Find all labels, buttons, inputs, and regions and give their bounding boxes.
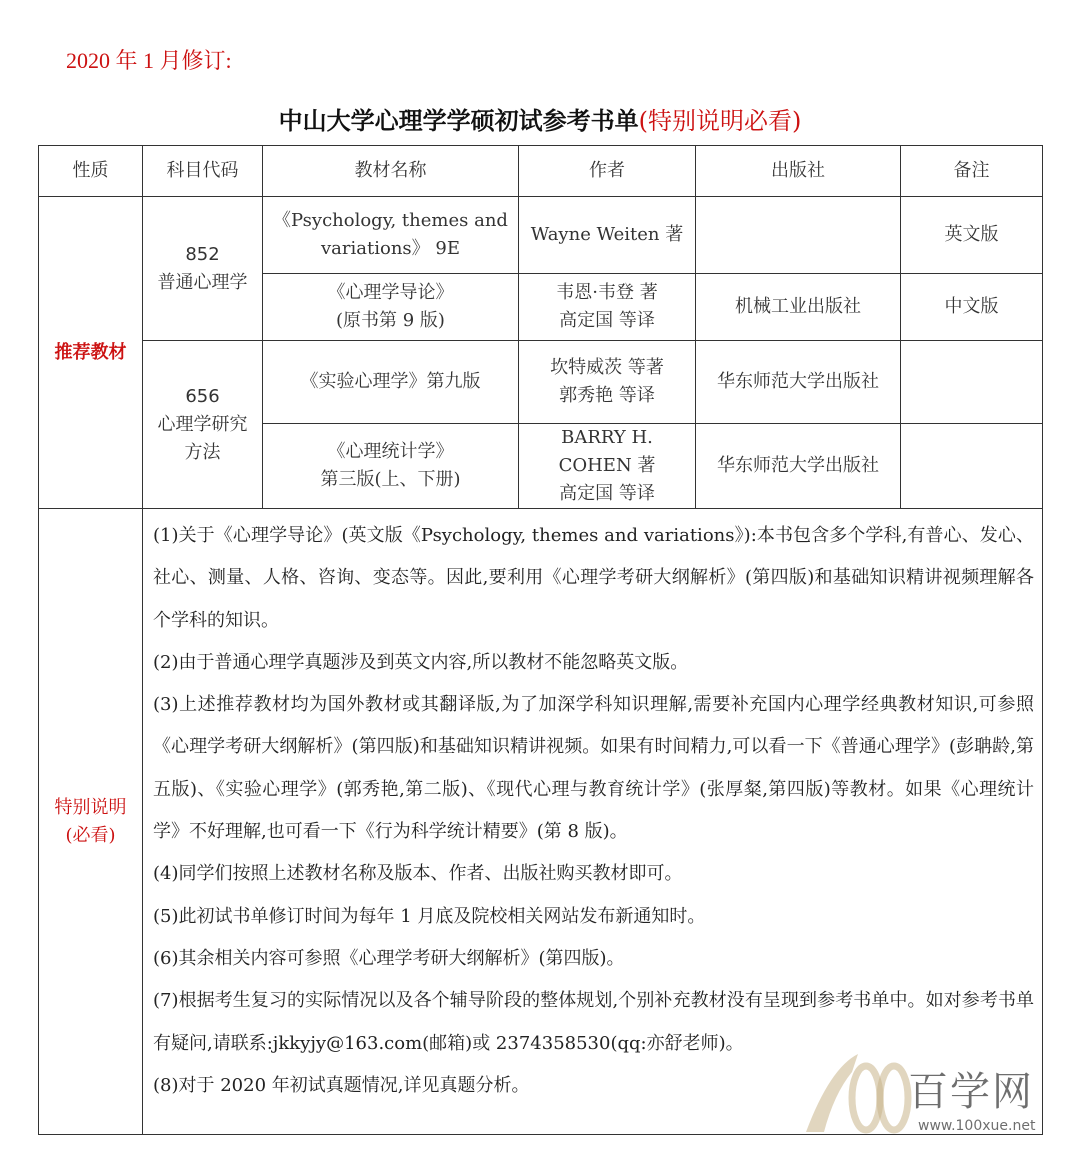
table-row [39, 509, 1043, 1135]
subject-name: 普通心理学 [157, 271, 248, 293]
table-row [39, 197, 1043, 274]
note-item: (8)对于 2020 年初试真题情况,详见真题分析。 [153, 1074, 530, 1096]
subject-code: 656 [185, 385, 220, 407]
book-remark: 英文版 [901, 197, 1043, 274]
note-item: (5)此初试书单修订时间为每年 1 月底及院校相关网站发布新通知时。 [153, 905, 706, 927]
subject-name: 心理学研究 [157, 413, 248, 435]
book-remark: 中文版 [901, 274, 1043, 341]
book-author: BARRY H. COHEN 著 高定国 等译 [519, 424, 696, 509]
note-item: (1)关于《心理学导论》(英文版《Psychology, themes and variations》):本书包含多个学科,有普心、发心、社心、测量、人格、咨询、变态等。因此,要利用《心理学考研大纲解析》(第四版)和基础知识精讲视频理解各个学科的知识。 [153, 525, 1034, 631]
notes-cell [143, 509, 1043, 1135]
column-header: 作者 [519, 146, 696, 197]
book-publisher: 华东师范大学出版社 [696, 424, 901, 509]
note-item: (7)根据考生复习的实际情况以及各个辅导阶段的整体规划,个别补充教材没有呈现到参考书单中。如对参考书单有疑问,请联系:jkkyjy@163.com(邮箱)或 2374358530(qq:亦舒老师)。 [153, 990, 1034, 1054]
book-list-table [38, 145, 1043, 1135]
note-item: (4)同学们按照上述教材名称及版本、作者、出版社购买教材即可。 [153, 863, 683, 885]
column-header: 备注 [901, 146, 1043, 197]
book-publisher [696, 197, 901, 274]
subject-code: 852 [185, 243, 220, 265]
book-title: 《心理学导论》 (原书第 9 版) [263, 274, 519, 341]
title-main: 中山大学心理学学硕初试参考书单 [278, 107, 639, 135]
book-author: Wayne Weiten 著 [519, 197, 696, 274]
column-header: 出版社 [696, 146, 901, 197]
book-title: 《实验心理学》第九版 [263, 341, 519, 424]
note-item: (3)上述推荐教材均为国外教材或其翻译版,为了加深学科知识理解,需要补充国内心理学经典教材知识,可参照《心理学考研大纲解析》(第四版)和基础知识精讲视频。如果有时间精力,可以看一下《普通心理学》(彭聃龄,第五版)、《实验心理学》(郭秀艳,第二版)、《现代心理与教育统计学》(张厚粲,第四版)等教材。如果《心理统计学》不好理解,也可看一下《行为科学统计精要》(第 8 版)。 [153, 694, 1034, 843]
watermark-url: www.100xue.net [918, 1118, 1036, 1134]
book-publisher: 华东师范大学出版社 [696, 341, 901, 424]
notes-label: 特别说明 (必看) [39, 509, 143, 1135]
subject-cell [143, 197, 263, 341]
table-header-row [39, 146, 1043, 197]
subject-cell [143, 341, 263, 509]
book-title: 《心理统计学》 第三版(上、下册) [263, 424, 519, 509]
subject-name: 方法 [184, 441, 221, 463]
book-title: 《Psychology, themes and variations》 9E [263, 197, 519, 274]
table-row [39, 341, 1043, 424]
recommended-label: 推荐教材 [39, 197, 143, 509]
column-header: 性质 [39, 146, 143, 197]
revision-note: 2020 年 1 月修订: [66, 48, 232, 73]
page-title [0, 101, 1080, 136]
watermark-text: 百学网 [908, 1069, 1034, 1115]
column-header: 科目代码 [143, 146, 263, 197]
book-author: 坎特威茨 等著 郭秀艳 等译 [519, 341, 696, 424]
title-note: (特别说明必看) [638, 107, 802, 135]
book-publisher: 机械工业出版社 [696, 274, 901, 341]
book-author: 韦恩·韦登 著 高定国 等译 [519, 274, 696, 341]
column-header: 教材名称 [263, 146, 519, 197]
book-remark [901, 341, 1043, 424]
site-watermark [800, 1050, 1070, 1150]
book-remark [901, 424, 1043, 509]
note-item: (2)由于普通心理学真题涉及到英文内容,所以教材不能忽略英文版。 [153, 651, 689, 673]
note-item: (6)其余相关内容可参照《心理学考研大纲解析》(第四版)。 [153, 947, 625, 969]
